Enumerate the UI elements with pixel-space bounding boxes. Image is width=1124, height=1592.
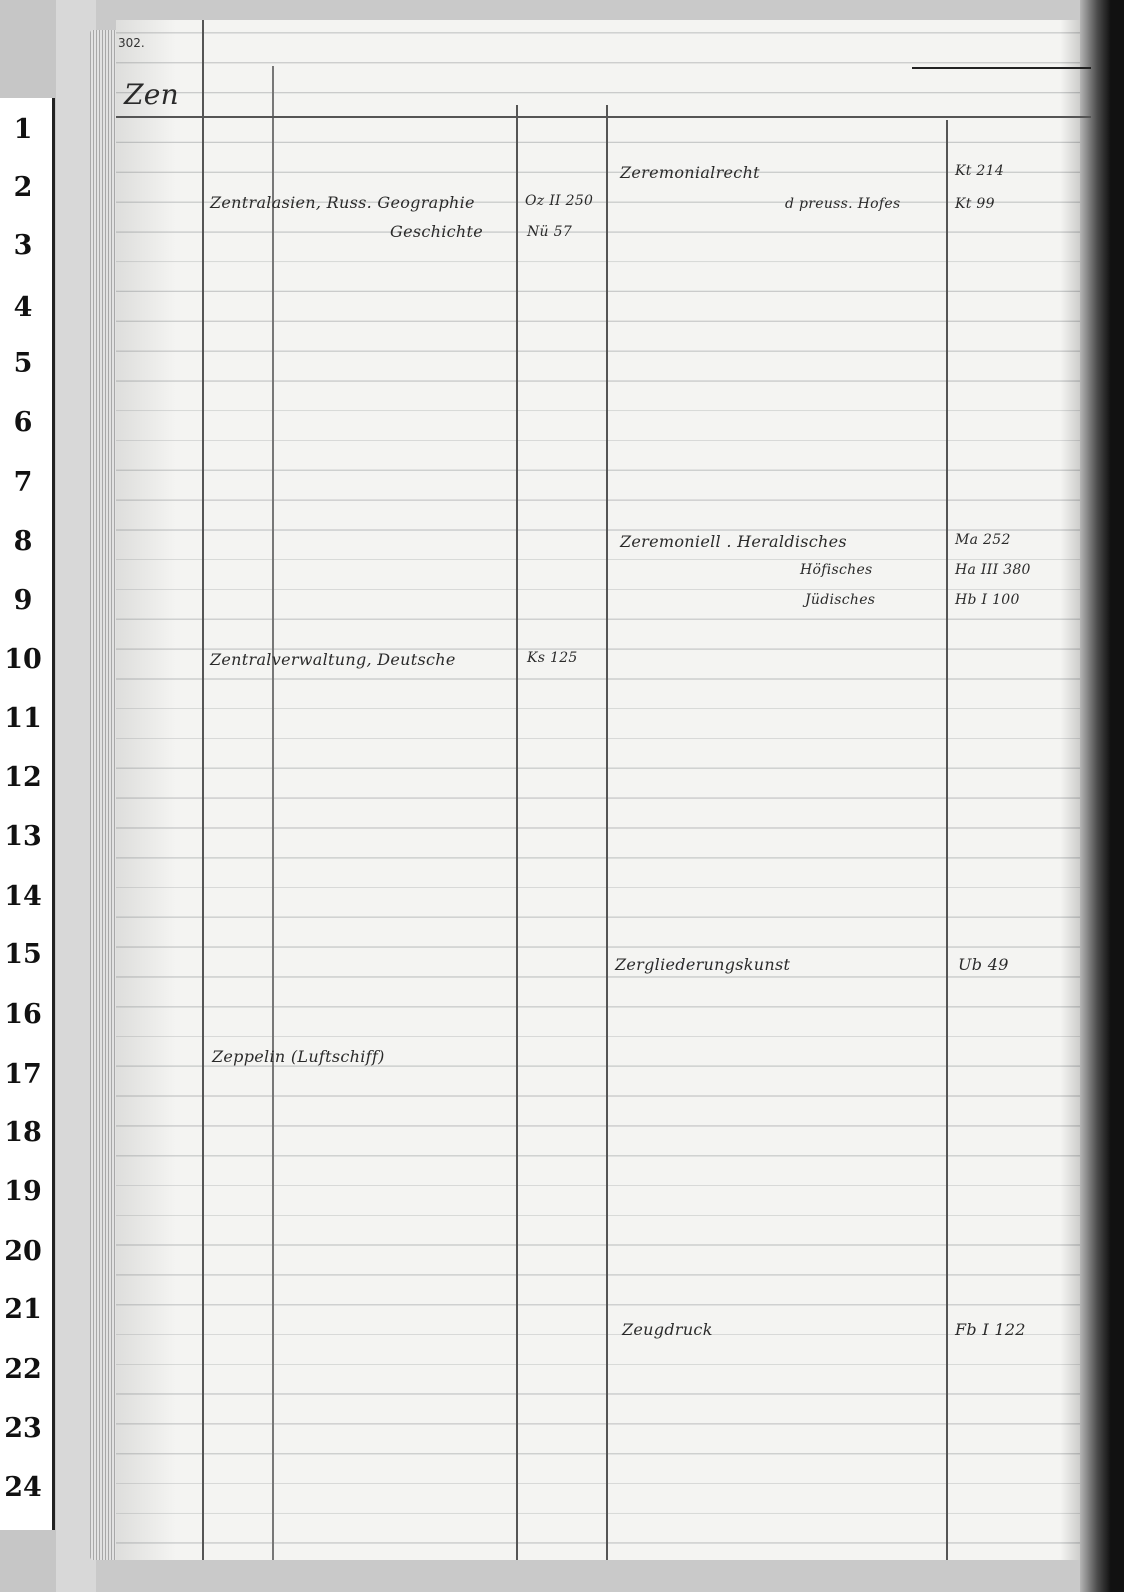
ruler-number: 19 bbox=[4, 1176, 42, 1207]
ruler-strip bbox=[0, 98, 55, 1530]
header-right-rule bbox=[912, 67, 1091, 69]
ruler-number: 24 bbox=[4, 1472, 42, 1503]
entry-term: Zentralverwaltung, Deutsche bbox=[210, 650, 456, 669]
entry-ref: Ha III 380 bbox=[955, 562, 1031, 578]
ruler-number: 9 bbox=[13, 585, 33, 616]
ruler-number: 16 bbox=[4, 999, 42, 1030]
ruler-number: 5 bbox=[13, 348, 33, 379]
entry-term: Zergliederungskunst bbox=[615, 955, 791, 974]
ref-column-rule bbox=[516, 105, 518, 1560]
page-number: 302. bbox=[118, 36, 145, 50]
ruler-number: 17 bbox=[4, 1059, 42, 1090]
center-column-rule bbox=[606, 105, 608, 1560]
entry-term: d preuss. Hofes bbox=[785, 196, 901, 212]
ruler-number: 14 bbox=[4, 881, 42, 912]
entry-ref: Kt 214 bbox=[955, 163, 1005, 179]
ruler-number: 11 bbox=[4, 703, 42, 734]
ruler-number: 15 bbox=[4, 939, 42, 970]
right-ref-column-rule bbox=[946, 120, 948, 1560]
margin-rule bbox=[202, 20, 204, 1560]
term-rule bbox=[272, 66, 274, 1560]
entry-ref: Oz II 250 bbox=[525, 193, 594, 209]
scale-ruler bbox=[0, 0, 56, 1592]
ruler-number: 22 bbox=[4, 1354, 42, 1385]
entry-term: Zeremoniell . Heraldisches bbox=[620, 532, 847, 551]
entry-ref: Ub 49 bbox=[958, 955, 1009, 974]
entry-ref: Kt 99 bbox=[955, 196, 995, 212]
ruler-number: 3 bbox=[13, 230, 33, 261]
entry-term: Jüdisches bbox=[805, 592, 876, 608]
ruler-number: 12 bbox=[4, 762, 42, 793]
ruler-number: 1 bbox=[13, 114, 33, 145]
entry-ref: Fb I 122 bbox=[955, 1320, 1026, 1339]
ruler-number: 23 bbox=[4, 1413, 42, 1444]
entry-term: Zeppelin (Luftschiff) bbox=[212, 1047, 385, 1066]
entry-ref: Nü 57 bbox=[527, 224, 573, 240]
entry-term: Zeugdruck bbox=[622, 1320, 713, 1339]
book-binding-edge bbox=[1080, 0, 1124, 1592]
ruler-number: 2 bbox=[13, 172, 33, 203]
ruler-number: 18 bbox=[4, 1117, 42, 1148]
ruler-number: 6 bbox=[13, 407, 33, 438]
entry-ref: Hb I 100 bbox=[955, 592, 1020, 608]
ruler-number: 7 bbox=[13, 467, 33, 498]
ledger-page bbox=[116, 20, 1091, 1560]
ruler-number: 21 bbox=[4, 1294, 42, 1325]
ruler-number: 20 bbox=[4, 1236, 42, 1267]
entry-term: Höfisches bbox=[800, 562, 873, 578]
ruler-number: 10 bbox=[4, 644, 42, 675]
tab-label: Zen bbox=[124, 78, 179, 111]
ruler-number: 13 bbox=[4, 821, 42, 852]
ruler-number: 8 bbox=[13, 526, 33, 557]
ruler-number: 4 bbox=[13, 292, 33, 323]
entry-term: Zeremonialrecht bbox=[620, 163, 760, 182]
header-rule bbox=[116, 116, 1091, 118]
entry-term: Geschichte bbox=[390, 222, 484, 241]
entry-ref: Ma 252 bbox=[955, 532, 1011, 548]
entry-ref: Ks 125 bbox=[527, 650, 578, 666]
entry-term: Zentralasien, Russ. Geographie bbox=[210, 193, 475, 212]
